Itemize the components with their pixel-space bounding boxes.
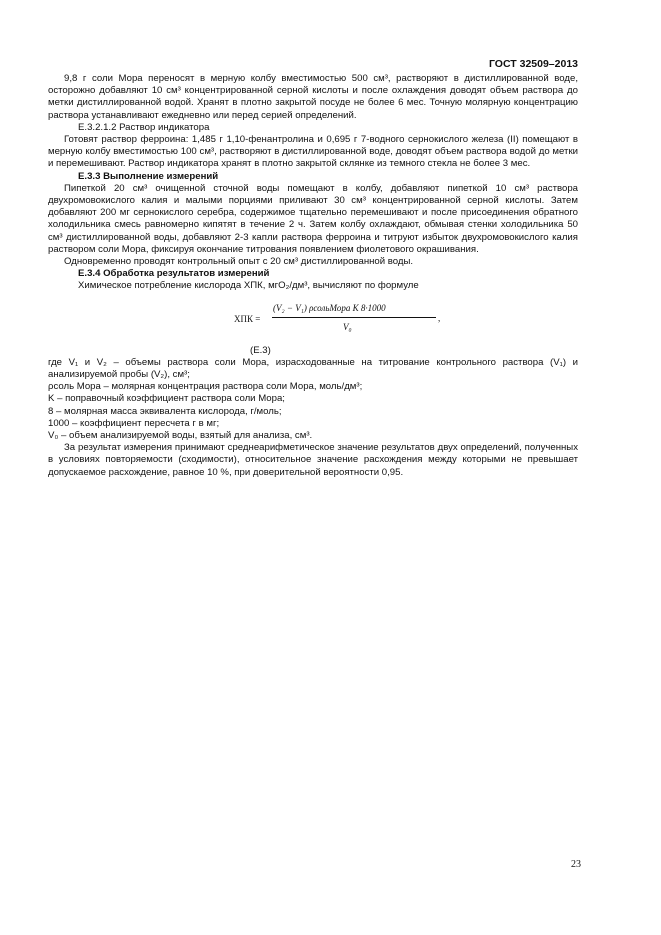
cod-formula [48, 299, 578, 343]
paragraph-mohr-salt-prep: 9,8 г соли Мора переносят в мерную колбу вместимостью 500 см³, растворяют в дистиллированной воде, осторожно добавляют 10 см³ концентрированной серной кислоты и после охлаждения доводят объем раствора до метки дистиллированной водой. Хранят в плотно закрытой посуде не более 6 мес. Точную молярную концентрацию раствора устанавливают ежедневно или перед серией определений. [48, 73, 578, 121]
standard-header: ГОСТ 32509–2013 [488, 58, 578, 70]
where-v0: V₀ – объем анализируемой воды, взятый для анализа, см³. [48, 430, 313, 442]
paragraph-indicator-prep: Готовят раствор ферроина: 1,485 г 1,10-фенантролина и 0,695 г 7-водного сернокислого железа (II) помещают в мерную колбу вместимостью 100 см³, растворяют в дистиллированной воде, доводят объем раствора водой до метки и перемешивают. Раствор индикатора хранят в плотно закрытой склянке из темного стекла не более 3 мес. [48, 134, 578, 170]
where-8: 8 – молярная масса эквивалента кислорода, г/моль; [48, 405, 282, 417]
fraction-bar [272, 317, 436, 318]
where-rho: ρсоль Мора – молярная концентрация раствора соли Мора, моль/дм³; [48, 381, 363, 393]
page-number: 23 [571, 859, 581, 870]
where-k: K – поправочный коэффициент раствора соли Мора; [48, 393, 285, 405]
paragraph-result: За результат измерения принимают среднеарифметическое значение результатов двух определений, полученных в условиях повторяемости (сходимости), относительное значение расхождения между которыми не превышает допускаемое расхождение, равное 10 %, при доверительной вероятности 0,95. [48, 442, 578, 478]
paragraph-cod-formula-intro: Химическое потребление кислорода ХПК, мгО₂/дм³, вычисляют по формуле [78, 280, 419, 292]
paragraph-measurement-procedure: Пипеткой 20 см³ очищенной сточной воды помещают в колбу, добавляют пипеткой 10 см³ раствора двухромовокислого калия и малыми порциями приливают 30 см³ концентрированной серной кислоты. Затем добавляют 200 мг сернокислого серебра, содержимое тщательно перемешивают и после присоединения обратного холодильника смесь равномерно кипятят в течение 2 ч. Затем колбу охлаждают, обмывая стенки холодильника 50 см³ дистиллированной воды, добавляют 2-3 капли раствора ферроина и титруют избыток двухромовокислого калия раствором соли Мора, фиксируя окончание титрования появлением фиолетового окрашивания. [48, 182, 578, 255]
section-heading-e34: Е.3.4 Обработка результатов измерений [78, 268, 270, 280]
equation-number: (Е.3) [250, 344, 271, 356]
section-heading-e3212: Е.3.2.1.2 Раствор индикатора [78, 121, 210, 133]
formula-denominator: V₀ [343, 321, 352, 332]
where-1000: 1000 – коэффициент пересчета г в мг; [48, 417, 220, 429]
document-body [48, 73, 578, 479]
formula-numerator: (V₂ − V₁) ρсольМора K 8·1000 [273, 302, 386, 313]
formula-lhs: ХПК = [234, 313, 261, 324]
paragraph-blank-test: Одновременно проводят контрольный опыт с 20 см³ дистиллированной воды. [64, 256, 414, 268]
where-v1-v2: где V₁ и V₂ – объемы раствора соли Мора, израсходованные на титрование контрольного раствора (V₁) и анализируемой пробы (V₂), см³; [48, 356, 578, 381]
section-heading-e33: Е.3.3 Выполнение измерений [78, 170, 219, 182]
formula-comma: , [438, 312, 441, 323]
